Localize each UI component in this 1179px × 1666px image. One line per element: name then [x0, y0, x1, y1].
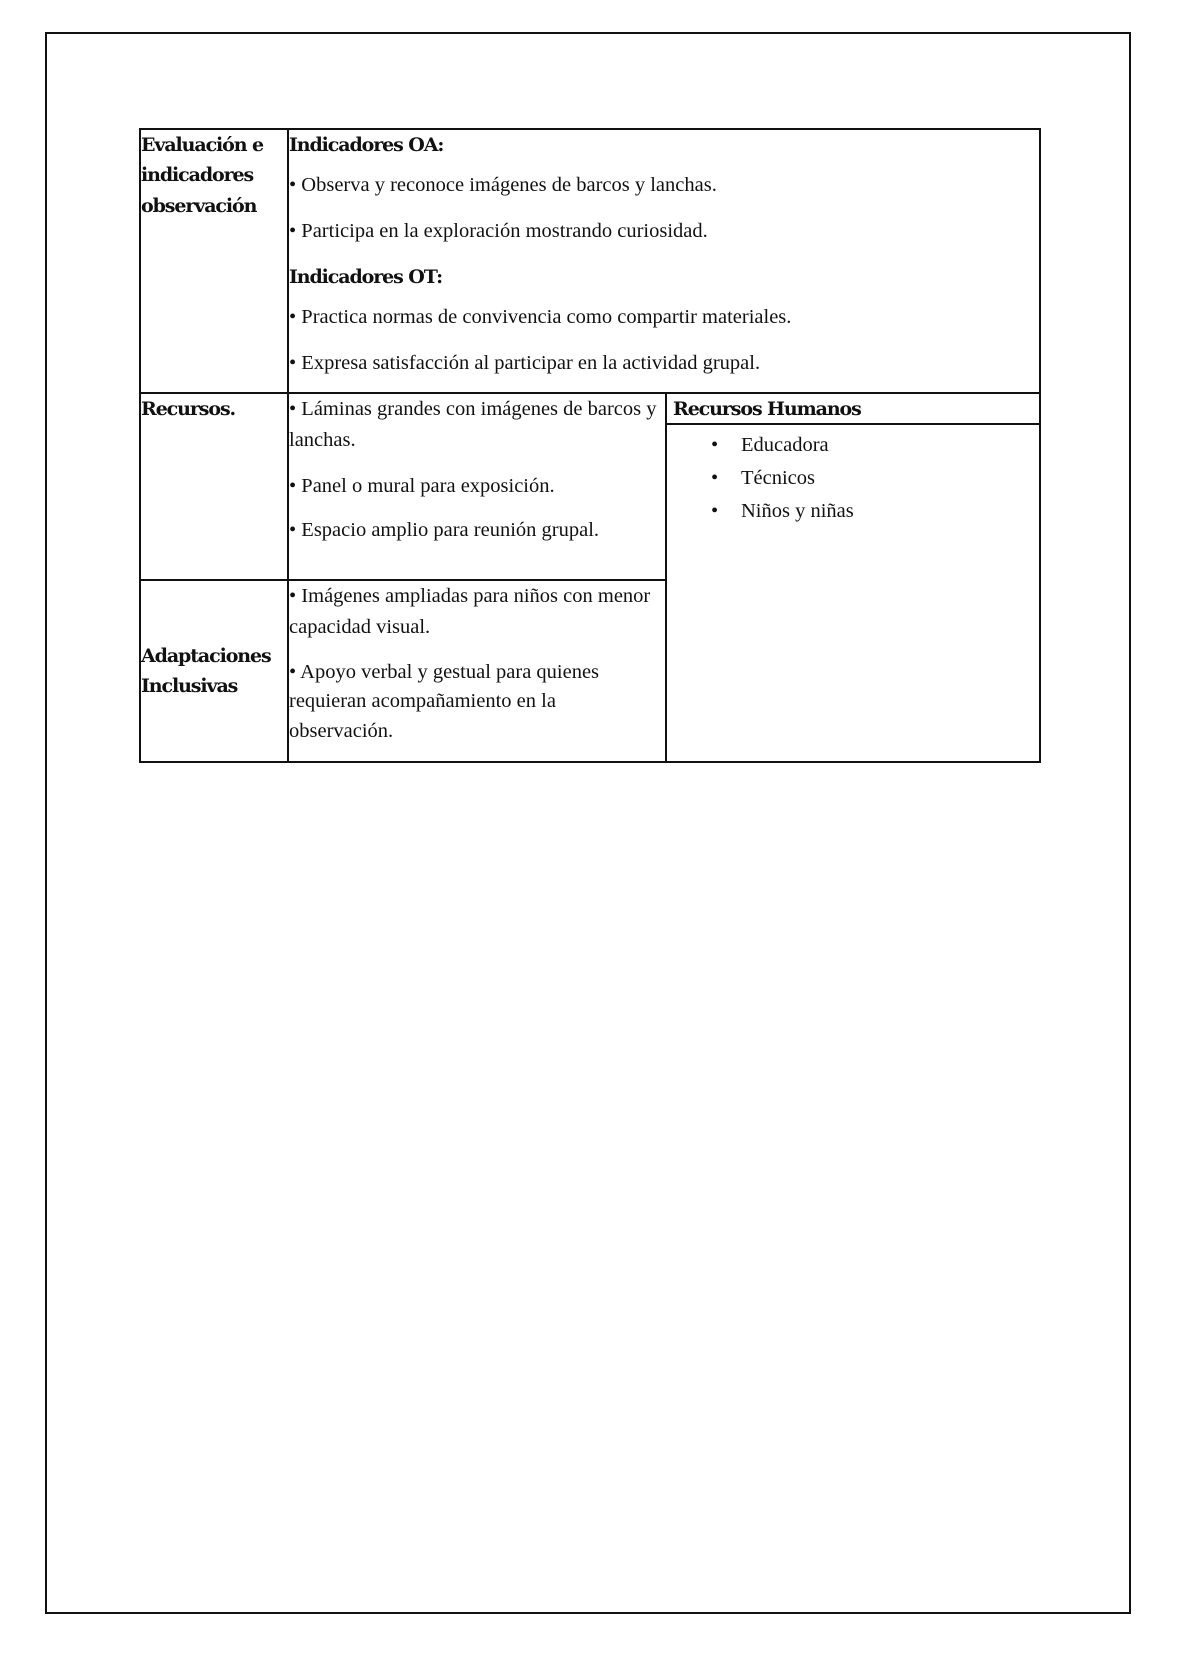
- resource-item: • Espacio amplio para reunión grupal.: [289, 519, 600, 542]
- human-resource-item: [667, 462, 1039, 495]
- resources-row: [140, 393, 1040, 580]
- human-resources-cell: [666, 393, 1040, 762]
- human-resource-label: Técnicos: [741, 466, 815, 489]
- adaptations-content: [288, 580, 666, 762]
- evaluation-label: Evaluación e indicadores observación: [140, 129, 288, 393]
- human-resource-item: [667, 495, 1039, 528]
- adaptations-label: Adaptaciones Inclusivas: [140, 580, 288, 762]
- oa-item: • Participa en la exploración mostrando curiosidad.: [289, 220, 708, 243]
- bullet-icon: •: [711, 466, 719, 489]
- adaptation-item: • Imágenes ampliadas para niños con menor capacidad visual.: [289, 585, 651, 638]
- ot-heading: Indicadores OT:: [289, 265, 442, 288]
- resources-content: [288, 393, 666, 580]
- human-resource-item: [667, 429, 1039, 462]
- planning-table: [139, 128, 1041, 763]
- bullet-icon: •: [711, 499, 719, 522]
- evaluation-row: [140, 129, 1040, 393]
- ot-item: • Practica normas de convivencia como compartir materiales.: [289, 306, 792, 329]
- human-resource-label: Niños y niñas: [741, 499, 854, 522]
- human-resources-list: [667, 429, 1039, 527]
- resource-item: • Panel o mural para exposición.: [289, 474, 555, 497]
- oa-item: • Observa y reconoce imágenes de barcos y lanchas.: [289, 174, 717, 197]
- resource-item: • Láminas grandes con imágenes de barcos y lanchas.: [289, 398, 657, 451]
- human-resources-heading: Recursos Humanos: [667, 394, 1039, 425]
- ot-item: • Expresa satisfacción al participar en la actividad grupal.: [289, 352, 761, 375]
- resources-label: Recursos.: [140, 393, 288, 580]
- bullet-icon: •: [711, 434, 719, 456]
- human-resource-label: Educadora: [741, 434, 829, 456]
- oa-heading: Indicadores OA:: [289, 134, 444, 156]
- adaptation-item: • Apoyo verbal y gestual para quienes requieran acompañamiento en la observación.: [289, 660, 600, 742]
- evaluation-content: [288, 129, 1040, 393]
